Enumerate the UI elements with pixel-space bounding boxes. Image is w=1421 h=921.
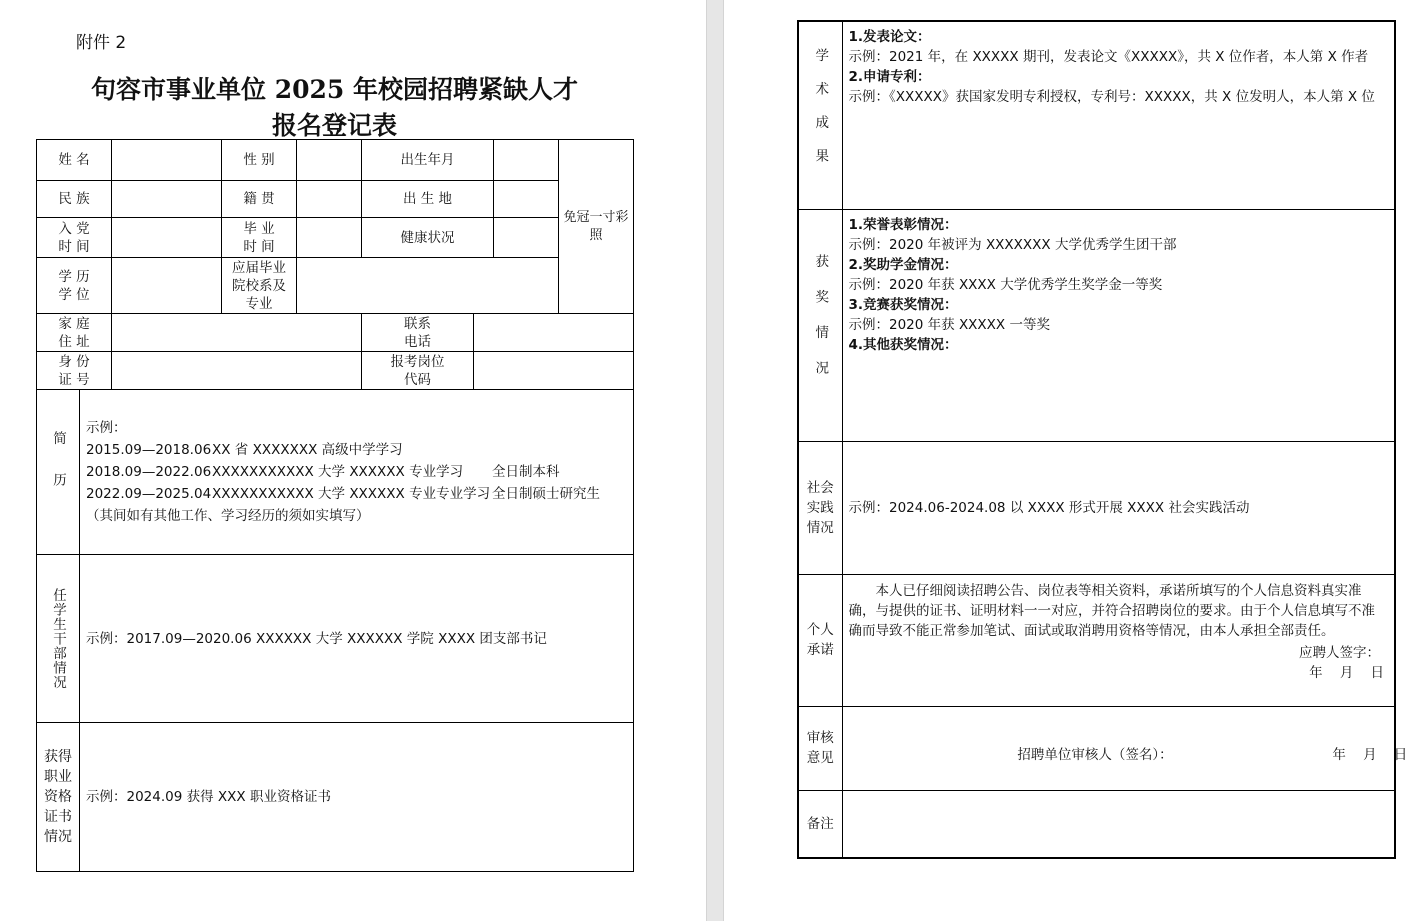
social-practice-cell[interactable]: 示例：2024.06-2024.08 以 XXXX 形式开展 XXXX 社会实践活动	[842, 441, 1395, 574]
page-right	[724, 0, 1421, 921]
form-title-line1: 句容市事业单位 2025 年校园招聘紧缺人才	[91, 75, 578, 104]
resume-row: 2018.09—2022.06XXXXXXXXXXX 大学 XXXXXX 专业学习 全日制本科	[86, 464, 560, 480]
name-label: 姓 名	[37, 140, 112, 181]
name-cell[interactable]	[112, 140, 222, 181]
other-awards-heading: 4.其他获奖情况：	[848, 336, 958, 353]
position-code-label: 报考岗位 代码	[362, 352, 474, 390]
competition-example: 示例：2020 年获 XXXXX 一等奖	[848, 316, 1050, 333]
birth-cell[interactable]	[494, 140, 559, 181]
phone-cell[interactable]	[474, 314, 634, 352]
remarks-cell[interactable]	[842, 790, 1395, 858]
position-code-cell[interactable]	[474, 352, 634, 390]
native-place-label: 籍 贯	[222, 181, 297, 218]
applicant-signature-label: 应聘人签字：	[1299, 644, 1380, 661]
party-join-cell[interactable]	[112, 218, 222, 258]
attachment-label: 附件 2	[76, 33, 127, 53]
gender-label: 性 别	[222, 140, 297, 181]
awards-cell[interactable]	[842, 209, 1395, 441]
patent-example: 示例：《XXXXX》获国家发明专利授权，专利号：XXXXX，共 X 位发明人，本人第 X 位	[848, 89, 1375, 105]
id-number-label: 身 份 证 号	[37, 352, 112, 390]
id-number-cell[interactable]	[112, 352, 362, 390]
resume-row: 2022.09—2025.04XXXXXXXXXXX 大学 XXXXXX 专业专业学习 全日制硕士研究生	[86, 486, 600, 502]
grad-time-cell[interactable]	[297, 218, 362, 258]
commitment-label: 个人承诺	[798, 574, 842, 706]
scholarship-heading: 2.奖助学金情况：	[848, 256, 958, 273]
resume-intro: 示例：	[86, 420, 127, 436]
honor-example: 示例：2020 年被评为 XXXXXXX 大学优秀学生团干部	[848, 236, 1177, 253]
review-cell[interactable]	[842, 706, 1408, 790]
resume-row: 2015.09—2018.06XX 省 XXXXXXX 高级中学学习	[86, 442, 403, 458]
page-left	[0, 0, 706, 921]
student-cadre-cell[interactable]: 示例：2017.09—2020.06 XXXXXX 大学 XXXXXX 学院 XXXX 团支部书记	[80, 555, 634, 723]
academic-cell[interactable]	[842, 21, 1395, 209]
grad-time-label: 毕 业 时 间	[222, 218, 297, 258]
resume-cell[interactable]	[80, 390, 634, 555]
qualification-cell[interactable]: 示例：2024.09 获得 XXX 职业资格证书	[80, 723, 634, 872]
ethnicity-cell[interactable]	[112, 181, 222, 218]
registration-table-continued	[797, 20, 1408, 859]
qualification-label: 获得职业资格证书情况	[37, 723, 80, 872]
gender-cell[interactable]	[297, 140, 362, 181]
birthplace-label: 出 生 地	[362, 181, 494, 218]
birthplace-cell[interactable]	[494, 181, 559, 218]
graduate-school-label: 应届毕业 院校系及 专业	[222, 258, 297, 314]
academic-label: 学术成果	[798, 21, 842, 209]
education-label: 学 历 学 位	[37, 258, 112, 314]
form-title-line2: 报名登记表	[271, 111, 397, 140]
photo-cell[interactable]: 免冠一寸彩照	[559, 140, 634, 314]
health-label: 健康状况	[362, 218, 494, 258]
scholarship-example: 示例：2020 年获 XXXX 大学优秀学生奖学金一等奖	[848, 276, 1163, 293]
phone-label: 联系 电话	[362, 314, 474, 352]
review-label: 审核意见	[798, 706, 842, 790]
graduate-school-cell[interactable]	[297, 258, 559, 314]
applicant-date: 年 月 日	[1309, 664, 1384, 681]
commitment-cell[interactable]	[842, 574, 1395, 706]
honor-heading: 1.荣誉表彰情况：	[848, 216, 958, 233]
awards-label: 获奖情况	[798, 209, 842, 441]
party-join-label: 入 党 时 间	[37, 218, 112, 258]
social-practice-label: 社会实践情况	[798, 441, 842, 574]
remarks-label: 备注	[798, 790, 842, 858]
competition-heading: 3.竞赛获奖情况：	[848, 296, 958, 313]
resume-label: 简历	[37, 390, 80, 555]
patent-heading: 2.申请专利：	[848, 69, 931, 85]
resume-note: （其间如有其他工作、学习经历的须如实填写）	[86, 508, 370, 524]
reviewer-label: 招聘单位审核人（签名）：	[1017, 746, 1173, 763]
health-cell[interactable]	[494, 218, 559, 258]
native-place-cell[interactable]	[297, 181, 362, 218]
paper-example: 示例：2021 年，在 XXXXX 期刊，发表论文《XXXXX》，共 X 位作者，本人第 X 作者	[848, 49, 1369, 65]
page-gutter	[706, 0, 724, 921]
home-address-label: 家 庭 住 址	[37, 314, 112, 352]
review-footer	[849, 728, 1408, 782]
paper-heading: 1.发表论文：	[848, 29, 931, 45]
ethnicity-label: 民 族	[37, 181, 112, 218]
student-cadre-label: 任学生干部情况	[37, 555, 80, 723]
birth-label: 出生年月	[362, 140, 494, 181]
review-date: 年 月 日	[1332, 746, 1408, 763]
home-address-cell[interactable]	[112, 314, 362, 352]
commitment-text: 本人已仔细阅读招聘公告、岗位表等相关资料，承诺所填写的个人信息资料真实准确，与提供的证书、证明材料一一对应，并符合招聘岗位的要求。由于个人信息填写不准确而导致不能正常参加笔试、面试或取消聘用资格等情况，由本人承担全部责任。	[848, 582, 1375, 639]
education-cell[interactable]	[112, 258, 222, 314]
registration-table	[36, 139, 634, 872]
